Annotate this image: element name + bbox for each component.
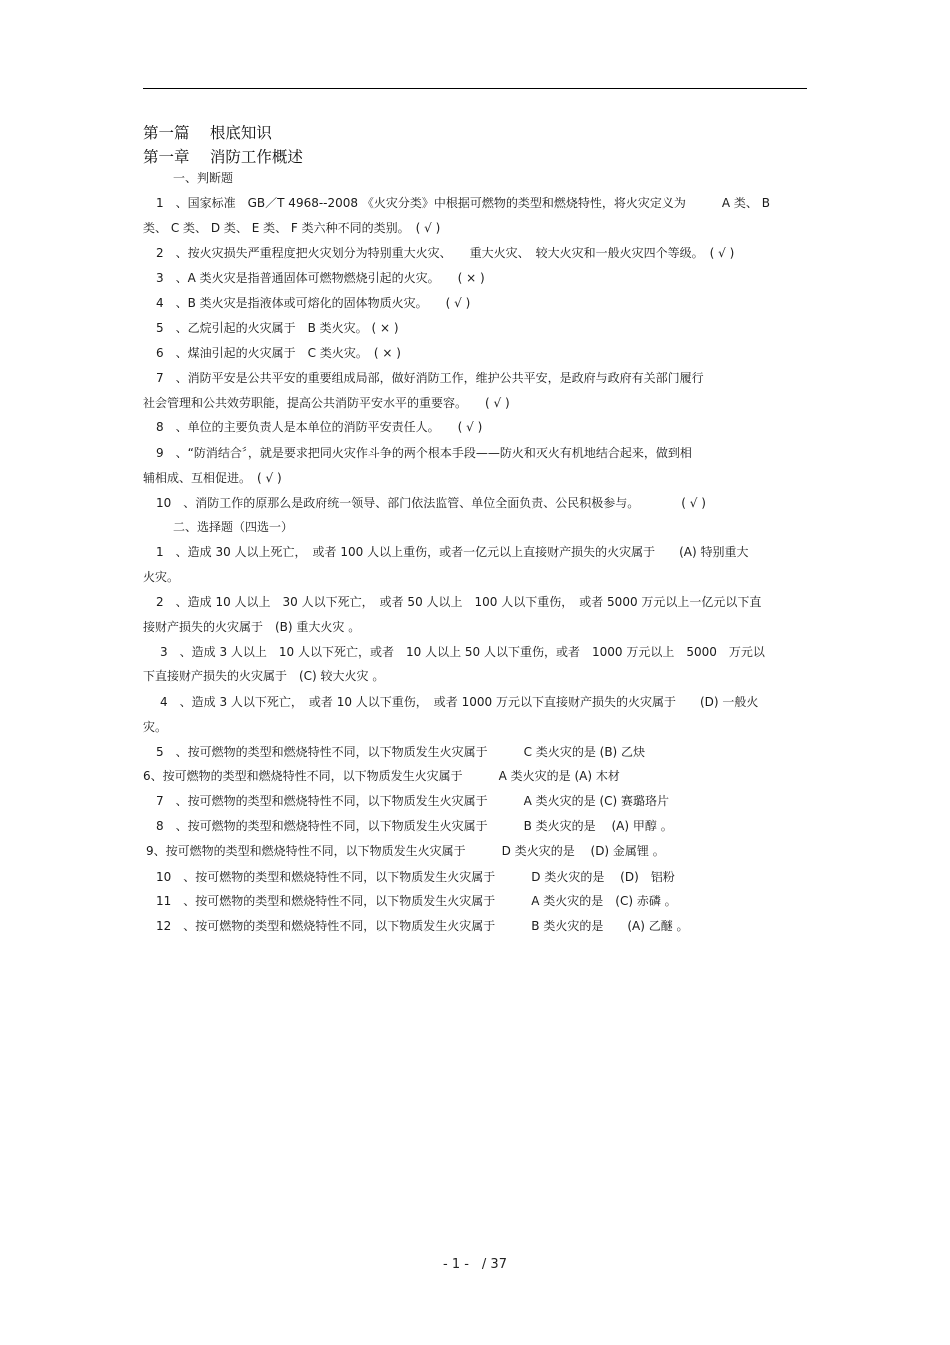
judge-line: 社会管理和公共效劳职能，提高公共消防平安水平的重要容。 ( √ ) xyxy=(143,396,510,410)
choice-line: 11 、按可燃物的类型和燃烧特性不同，以下物质发生火灾属于 A 类火灾的是 (C) 赤磷 。 xyxy=(156,894,677,908)
page-number: - 1 - / 37 xyxy=(443,1257,507,1272)
choice-line: 接财产损失的火灾属于 (B) 重大火灾 。 xyxy=(143,620,361,634)
judge-line: 9 、“防消结合〞，就是要求把同火灾作斗争的两个根本手段——防火和灭火有机地结合起来，做到相 xyxy=(156,446,692,460)
choice-line: 3 、造成 3 人以上 10 人以下死亡，或者 10 人以上 50 人以下重伤，或者 1000 万元以上 5000 万元以 xyxy=(160,645,765,659)
choice-line: 9、按可燃物的类型和燃烧特性不同，以下物质发生火灾属于 D 类火灾的是 (D) 金属锂 。 xyxy=(146,844,665,858)
judge-line: 3 、A 类火灾是指普通固体可燃物燃烧引起的火灾。 ( × ) xyxy=(156,271,485,285)
judge-line: 辅相成、互相促进。 ( √ ) xyxy=(143,471,282,485)
judge-line: 8 、单位的主要负责人是本单位的消防平安责任人。 ( √ ) xyxy=(156,420,483,434)
judge-line: 2 、按火灾损失严重程度把火灾划分为特别重大火灾、 重大火灾、 较大火灾和一般火灾四个等级。 ( √ ) xyxy=(156,246,735,260)
choice-line: 6、按可燃物的类型和燃烧特性不同，以下物质发生火灾属于 A 类火灾的是 (A) 木材 xyxy=(143,769,620,783)
chapter-title: 第一章 消防工作概述 xyxy=(143,148,303,166)
choice-line: 下直接财产损失的火灾属于 (C) 较大火灾 。 xyxy=(143,669,385,683)
choice-line: 10 、按可燃物的类型和燃烧特性不同，以下物质发生火灾属于 D 类火灾的是 (D) 铝粉 xyxy=(156,870,675,884)
judge-line: 7 、消防平安是公共平安的重要组成局部，做好消防工作，维护公共平安，是政府与政府有关部门履行 xyxy=(156,371,704,385)
choice-line: 4 、造成 3 人以下死亡， 或者 10 人以下重伤， 或者 1000 万元以下直接财产损失的火灾属于 (D) 一般火 xyxy=(160,695,759,709)
choice-line: 8 、按可燃物的类型和燃烧特性不同，以下物质发生火灾属于 B 类火灾的是 (A) 甲醇 。 xyxy=(156,819,673,833)
choice-line: 1 、造成 30 人以上死亡， 或者 100 人以上重伤，或者一亿元以上直接财产损失的火灾属于 (A) 特别重大 xyxy=(156,545,749,559)
choice-line: 12 、按可燃物的类型和燃烧特性不同，以下物质发生火灾属于 B 类火灾的是 (A) 乙醚 。 xyxy=(156,919,689,933)
section-title-judgement: 一、判断题 xyxy=(173,171,234,185)
header-rule xyxy=(143,88,807,89)
judge-line: 5 、乙烷引起的火灾属于 B 类火灾。 ( × ) xyxy=(156,321,399,335)
judge-line: 类、 C 类、 D 类、 E 类、 F 类六种不同的类别。 ( √ ) xyxy=(143,221,441,235)
judge-line: 4 、B 类火灾是指液体或可熔化的固体物质火灾。 ( √ ) xyxy=(156,296,471,310)
section-title-choice: 二、选择题（四选一） xyxy=(173,520,294,534)
choice-line: 5 、按可燃物的类型和燃烧特性不同，以下物质发生火灾属于 C 类火灾的是 (B) 乙炔 xyxy=(156,745,646,759)
choice-line: 7 、按可燃物的类型和燃烧特性不同，以下物质发生火灾属于 A 类火灾的是 (C) 赛璐珞片 xyxy=(156,794,670,808)
judge-line: 10 、消防工作的原那么是政府统一领导、部门依法监管、单位全面负责、公民积极参与。 ( √ ) xyxy=(156,496,706,510)
choice-line: 2 、造成 10 人以上 30 人以下死亡， 或者 50 人以上 100 人以下重伤， 或者 5000 万元以上一亿元以下直 xyxy=(156,595,762,609)
part-title: 第一篇 根底知识 xyxy=(143,124,272,142)
choice-line: 火灾。 xyxy=(143,570,180,584)
choice-line: 灾。 xyxy=(143,720,168,734)
judge-line: 1 、国家标准 GB／T 4968--2008 《火灾分类》中根据可燃物的类型和燃烧特性，将火灾定义为 A 类、 B xyxy=(156,196,770,210)
judge-line: 6 、煤油引起的火灾属于 C 类火灾。 ( × ) xyxy=(156,346,401,360)
